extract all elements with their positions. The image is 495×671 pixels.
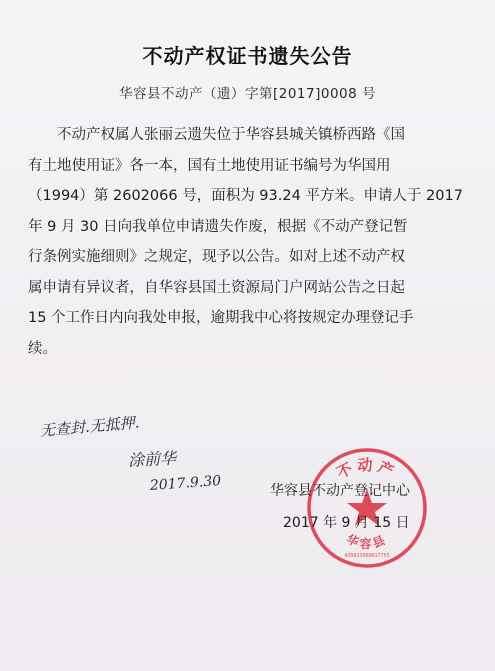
- seal-number: 430623000017755: [344, 553, 390, 559]
- body-line: 续。: [28, 340, 57, 357]
- official-seal-stamp: [304, 445, 430, 571]
- body-line: 有土地使用证》各一本，国有土地使用证书编号为华国用: [28, 157, 391, 174]
- body-line: 属申请有异议者，自华容县国土资源局门户网站公告之日起: [28, 279, 405, 296]
- body-line: 15 个工作日内向我处申报，逾期我中心将按规定办理登记手: [28, 310, 414, 326]
- body-line: 不动产权属人张丽云遗失位于华容县城关镇桥西路《国: [57, 127, 405, 143]
- issuing-organization: 华容县不动产登记中心: [270, 483, 410, 499]
- seal-bottom-text: 华容县: [344, 531, 390, 551]
- body-line: 行条例实施细则》之规定，现予以公告。如对上述不动产权: [28, 249, 405, 265]
- handwritten-signature: 涂前华: [127, 448, 177, 470]
- announcement-title: 不动产权证书遗失公告: [142, 44, 353, 68]
- body-line: 年 9 月 30 日向我单位申请遗失作废，根据《不动产登记暂: [28, 218, 408, 235]
- issue-date: 2017 年 9 月 15 日: [283, 515, 410, 531]
- body-line: （1994）第 2602066 号，面积为 93.24 平方米。申请人于 2017: [28, 188, 463, 204]
- seal-top-text: 不动产: [333, 456, 401, 483]
- handwritten-note: 无查封.无抵押.: [39, 413, 140, 440]
- handwritten-date: 2017.9.30: [149, 473, 222, 494]
- announcement-body: [28, 120, 472, 364]
- document-number: 华容县不动产（遗）字第[2017]0008 号: [118, 86, 377, 102]
